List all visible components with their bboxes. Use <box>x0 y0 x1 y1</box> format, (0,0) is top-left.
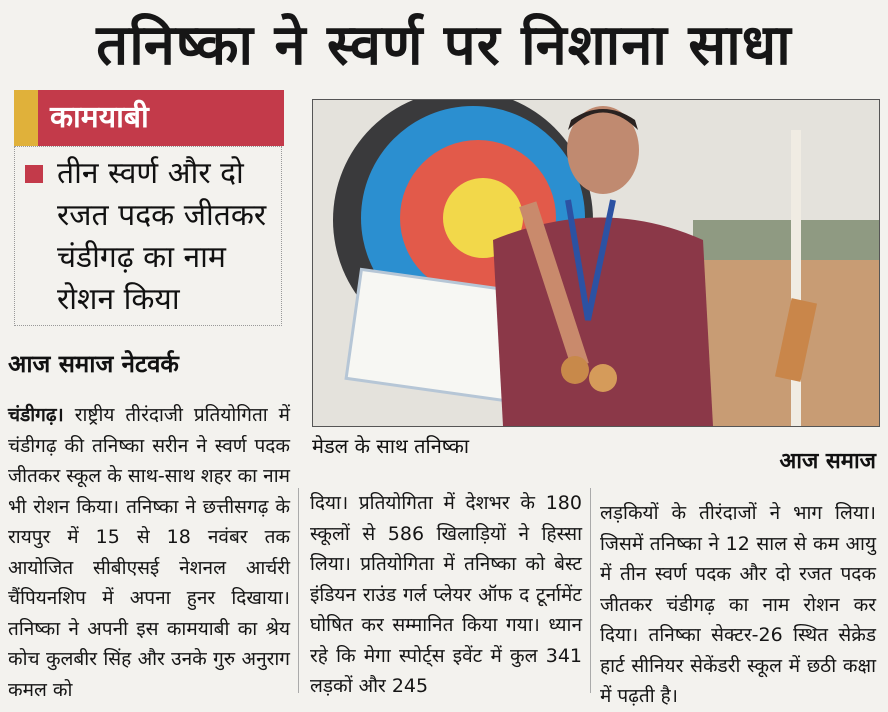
column-divider <box>590 488 591 693</box>
summary-text: तीन स्वर्ण और दो रजत पदक जीतकर चंडीगढ़ का नाम रोशन किया <box>57 156 267 317</box>
column-1-text: राष्ट्रीय तीरंदाजी प्रतियोगिता में चंडीगढ़ की तनिष्का सरीन ने स्वर्ण पदक जीतकर स्कूल के साथ-साथ शहर का नाम भी रोशन किया। तनिष्का ने छत्तीसगढ़ के रायपुर में 15 से 18 नवंबर तक आयोजित सीबीएसई नेशनल आर्चरी चैंपियनशिप में अपना हुनर दिखाया। तनिष्का ने अपनी इस कामयाबी का श्रेय कोच कुलबीर सिंह और उनके गुरु अनुराग कमल को <box>8 404 290 701</box>
column-divider <box>298 488 299 693</box>
kicker-accent-stripe <box>14 90 38 146</box>
article-column-3: लड़कियों के तीरंदाजों ने भाग लिया। जिसमें तनिष्का ने 12 साल से कम आयु में तीन स्वर्ण पदक और दो रजत पदक जीतकर चंडीगढ़ का नाम रोशन कर दिया। तनिष्का सेक्टर-26 स्थित सेक्रेड हार्ट सीनियर सेकेंडरी स्कूल में छठी कक्षा में पढ़ती है। <box>600 502 876 707</box>
photo-credit: आज समाज <box>779 449 876 474</box>
byline-network: आज समाज नेटवर्क <box>8 350 179 378</box>
kicker-banner <box>14 90 284 146</box>
photo-caption: मेडल के साथ तनिष्का <box>312 434 470 458</box>
news-photo <box>312 99 880 427</box>
dateline: चंडीगढ़। <box>8 404 64 426</box>
archer-photo-illustration <box>313 100 879 426</box>
headline: तनिष्का ने स्वर्ण पर निशाना साधा <box>96 13 792 78</box>
summary-box <box>14 146 282 326</box>
article-column-1 <box>8 400 290 705</box>
article-column-2: दिया। प्रतियोगिता में देशभर के 180 स्कूलों से 586 खिलाड़ियों ने हिस्सा लिया। प्रतियोगिता में तनिष्का को बेस्ट इंडियन राउंड गर्ल प्लेयर ऑफ द टूर्नामेंट घोषित कर सम्मानित किया गया। ध्यान रहे कि मेगा स्पोर्ट्स इवेंट में कुल 341 लड़कों और 245 <box>310 492 582 697</box>
square-bullet-icon <box>25 165 43 183</box>
kicker-label: कामयाबी <box>50 100 149 135</box>
